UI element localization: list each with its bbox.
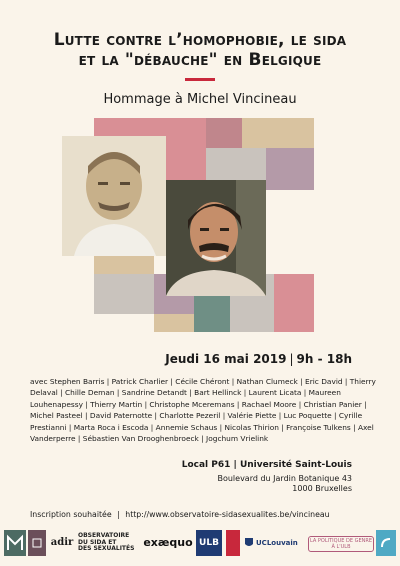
speaker-separator: | <box>301 388 309 398</box>
portrait-2-illustration <box>166 180 266 296</box>
speaker-name: Marta Roca i Escoda <box>73 422 149 432</box>
speaker-name: Thierry Delaval <box>30 377 376 398</box>
collage-tile <box>94 274 154 314</box>
speaker-separator: | <box>241 388 249 398</box>
venue-address <box>217 474 352 494</box>
speaker-name: Annemie Schaus <box>155 422 218 432</box>
speaker-name: Axel Vanderperre <box>30 422 374 444</box>
speaker-separator: | <box>229 377 237 386</box>
datetime-separator: | <box>289 352 294 366</box>
speaker-separator: | <box>148 422 156 432</box>
swirl-logo-icon <box>379 536 393 550</box>
square-logo-icon <box>32 538 42 548</box>
speaker-name: Christian Panier <box>303 399 362 409</box>
politique-genre-logo <box>308 536 374 552</box>
speaker-separator: | <box>276 411 284 421</box>
venue-address-line-2: 1000 Bruxelles <box>292 484 352 493</box>
speaker-name: David Paternotte <box>89 411 153 421</box>
inscription-line <box>30 510 330 519</box>
inscription-link[interactable]: http://www.observatoire-sidasexualites.be/vincineau <box>125 510 330 519</box>
collage-tile <box>242 118 314 148</box>
speaker-separator: | <box>75 434 83 444</box>
inscription-label: Inscription souhaitée <box>30 510 112 519</box>
speaker-separator: | <box>234 399 242 409</box>
event-date: Jeudi 16 mai 2019 <box>165 352 287 366</box>
speaker-name: Jogchum Vrielink <box>206 434 269 444</box>
collage-tile <box>266 148 314 190</box>
speaker-separator: | <box>168 377 176 386</box>
collage-tile <box>206 118 242 148</box>
observatoire-line-2: DU SIDA ET <box>78 538 117 546</box>
poster-subtitle: Hommage à Michel Vincineau <box>103 92 297 107</box>
speaker-name: Patrick Charlier <box>111 377 169 386</box>
politique-logo-text: LA POLITIQUE DE GENRE À L'ULB <box>310 537 372 550</box>
partner-logo-box <box>28 530 46 556</box>
adr-logo-text: adir <box>50 536 74 548</box>
speaker-separator: | <box>104 377 112 386</box>
speaker-name: Charlotte Pezeril <box>159 411 221 421</box>
speaker-separator: | <box>152 411 160 421</box>
speaker-separator: | <box>220 411 228 421</box>
speaker-name: Laurent Licata <box>248 388 302 398</box>
speaker-separator: | <box>66 422 74 432</box>
title-line-1: Lutte contre l’homophobie, le sida <box>53 30 347 50</box>
observatoire-line-1: OBSERVATOIRE <box>78 532 130 540</box>
speaker-name: Christophe Mceremans <box>149 399 235 409</box>
speakers-intro: avec <box>30 377 50 386</box>
speaker-name: Luc Poquette <box>283 411 332 421</box>
speaker-separator: | <box>114 388 122 398</box>
speaker-name: Sébastien Van Drooghenbroeck <box>82 434 199 444</box>
speaker-name: Bart Hellinck <box>194 388 242 398</box>
speaker-separator: | <box>186 388 195 398</box>
ulb-logo <box>196 530 222 556</box>
speaker-name: Cécile Chéront <box>175 377 230 386</box>
speaker-name: Sandrine Detandt <box>121 388 187 398</box>
speaker-separator: | <box>350 422 358 432</box>
title-line-2: et la "débauche" en Belgique <box>78 50 322 70</box>
uclouvain-logo <box>244 530 304 556</box>
portrait-photo-2 <box>166 180 266 296</box>
speaker-name: Eric David <box>305 377 343 386</box>
collage-tile <box>274 274 314 332</box>
exaequo-logo <box>144 530 192 556</box>
speaker-separator: | <box>142 399 150 409</box>
uclouvain-logo-text: UCLouvain <box>256 538 298 547</box>
observatoire-logo <box>78 530 140 556</box>
venue-address-line-1: Boulevard du Jardin Botanique 43 <box>217 474 352 483</box>
speaker-separator: | <box>296 399 304 409</box>
speaker-name: Stephen Barris <box>49 377 105 386</box>
speaker-name: Nathan Clumeck <box>236 377 298 386</box>
speaker-name: Rachael Moore <box>241 399 297 409</box>
collage-tile <box>154 314 194 332</box>
speaker-name: Chille Deman <box>64 388 115 398</box>
event-datetime <box>165 352 352 366</box>
speaker-name: Valérie Piette <box>227 411 277 421</box>
speaker-separator: | <box>278 422 287 432</box>
speaker-separator: | <box>82 399 91 409</box>
event-time: 9h - 18h <box>296 352 352 366</box>
venue-name: Local P61 | Université Saint-Louis <box>181 460 352 470</box>
partner-logo-m <box>4 530 26 556</box>
speaker-name: Françoise Tulkens <box>286 422 351 432</box>
ulb-logo-text: ULB <box>199 537 219 548</box>
uclouvain-shield-icon <box>244 537 254 549</box>
usl-logo <box>226 530 240 556</box>
speaker-name: Thierry Martin <box>90 399 143 409</box>
speaker-separator: | <box>82 411 90 421</box>
speaker-separator: | <box>217 422 225 432</box>
speaker-separator: | <box>297 377 306 386</box>
speaker-separator: | <box>57 388 65 398</box>
speaker-name: Michel Pasteel <box>30 411 83 421</box>
exaequo-logo-text: exæquo <box>143 535 193 549</box>
sponsor-logos <box>0 530 400 558</box>
partner-logo-swirl <box>376 530 396 556</box>
speaker-name: Maureen Louhenapessy <box>30 388 341 409</box>
speakers-list <box>30 376 376 444</box>
speaker-separator: | <box>361 399 367 409</box>
speaker-separator: | <box>331 411 339 421</box>
portrait-1-illustration <box>62 136 166 256</box>
speaker-name: Nicolas Thirion <box>224 422 279 432</box>
m-logo-icon <box>6 534 24 552</box>
adr-logo <box>48 530 76 556</box>
speaker-separator: | <box>342 377 350 386</box>
inscription-separator: | <box>117 510 120 519</box>
portrait-photo-1 <box>62 136 166 256</box>
observatoire-line-3: DES SEXUALITÉS <box>78 545 135 553</box>
speaker-name: Cyrille Prestianni <box>30 411 363 432</box>
speaker-separator: | <box>198 434 207 444</box>
